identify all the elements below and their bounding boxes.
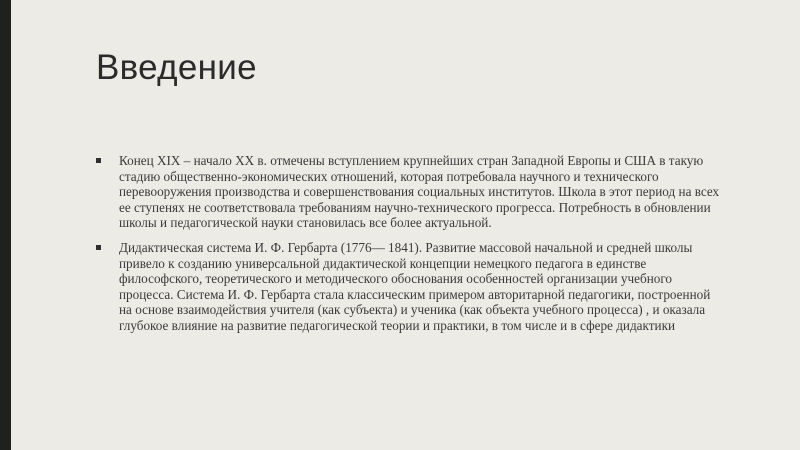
square-bullet-icon xyxy=(96,158,101,163)
bullet-text: Конец XIX – начало XX в. отмечены вступлением крупнейших стран Западной Европы и США в такую стадию общественно-экономических отношений, которая потребовала научного и технического перевооружения производства и совершенствования социальных институтов. Школа в этот период на всех ее ступенях не соответствовала требованиям научно-технического прогресса. Потребность в обновлении школы и педагогической науки становилась все более актуальной. xyxy=(119,153,720,231)
slide-title: Введение xyxy=(96,48,257,87)
square-bullet-icon xyxy=(96,245,101,250)
bullet-item xyxy=(96,153,721,231)
bullet-text: Дидактическая система И. Ф. Гербарта (1776— 1841). Развитие массовой начальной и средней школы привело к созданию универсальной дидактической концепции немецкого педагога в единстве философского, теоретического и методического обоснования особенностей организации учебного процесса. Система И. Ф. Гербарта стала классическим примером авторитарной педагогики, построенной на основе взаимодействия учителя (как субъекта) и ученика (как объекта учебного процесса) , и оказала глубокое влияние на развитие педагогической теории и практики, в том числе и в сфере дидактики xyxy=(119,239,711,333)
left-accent-bar xyxy=(0,0,11,450)
bullet-list xyxy=(96,153,721,343)
bullet-item xyxy=(96,240,721,334)
